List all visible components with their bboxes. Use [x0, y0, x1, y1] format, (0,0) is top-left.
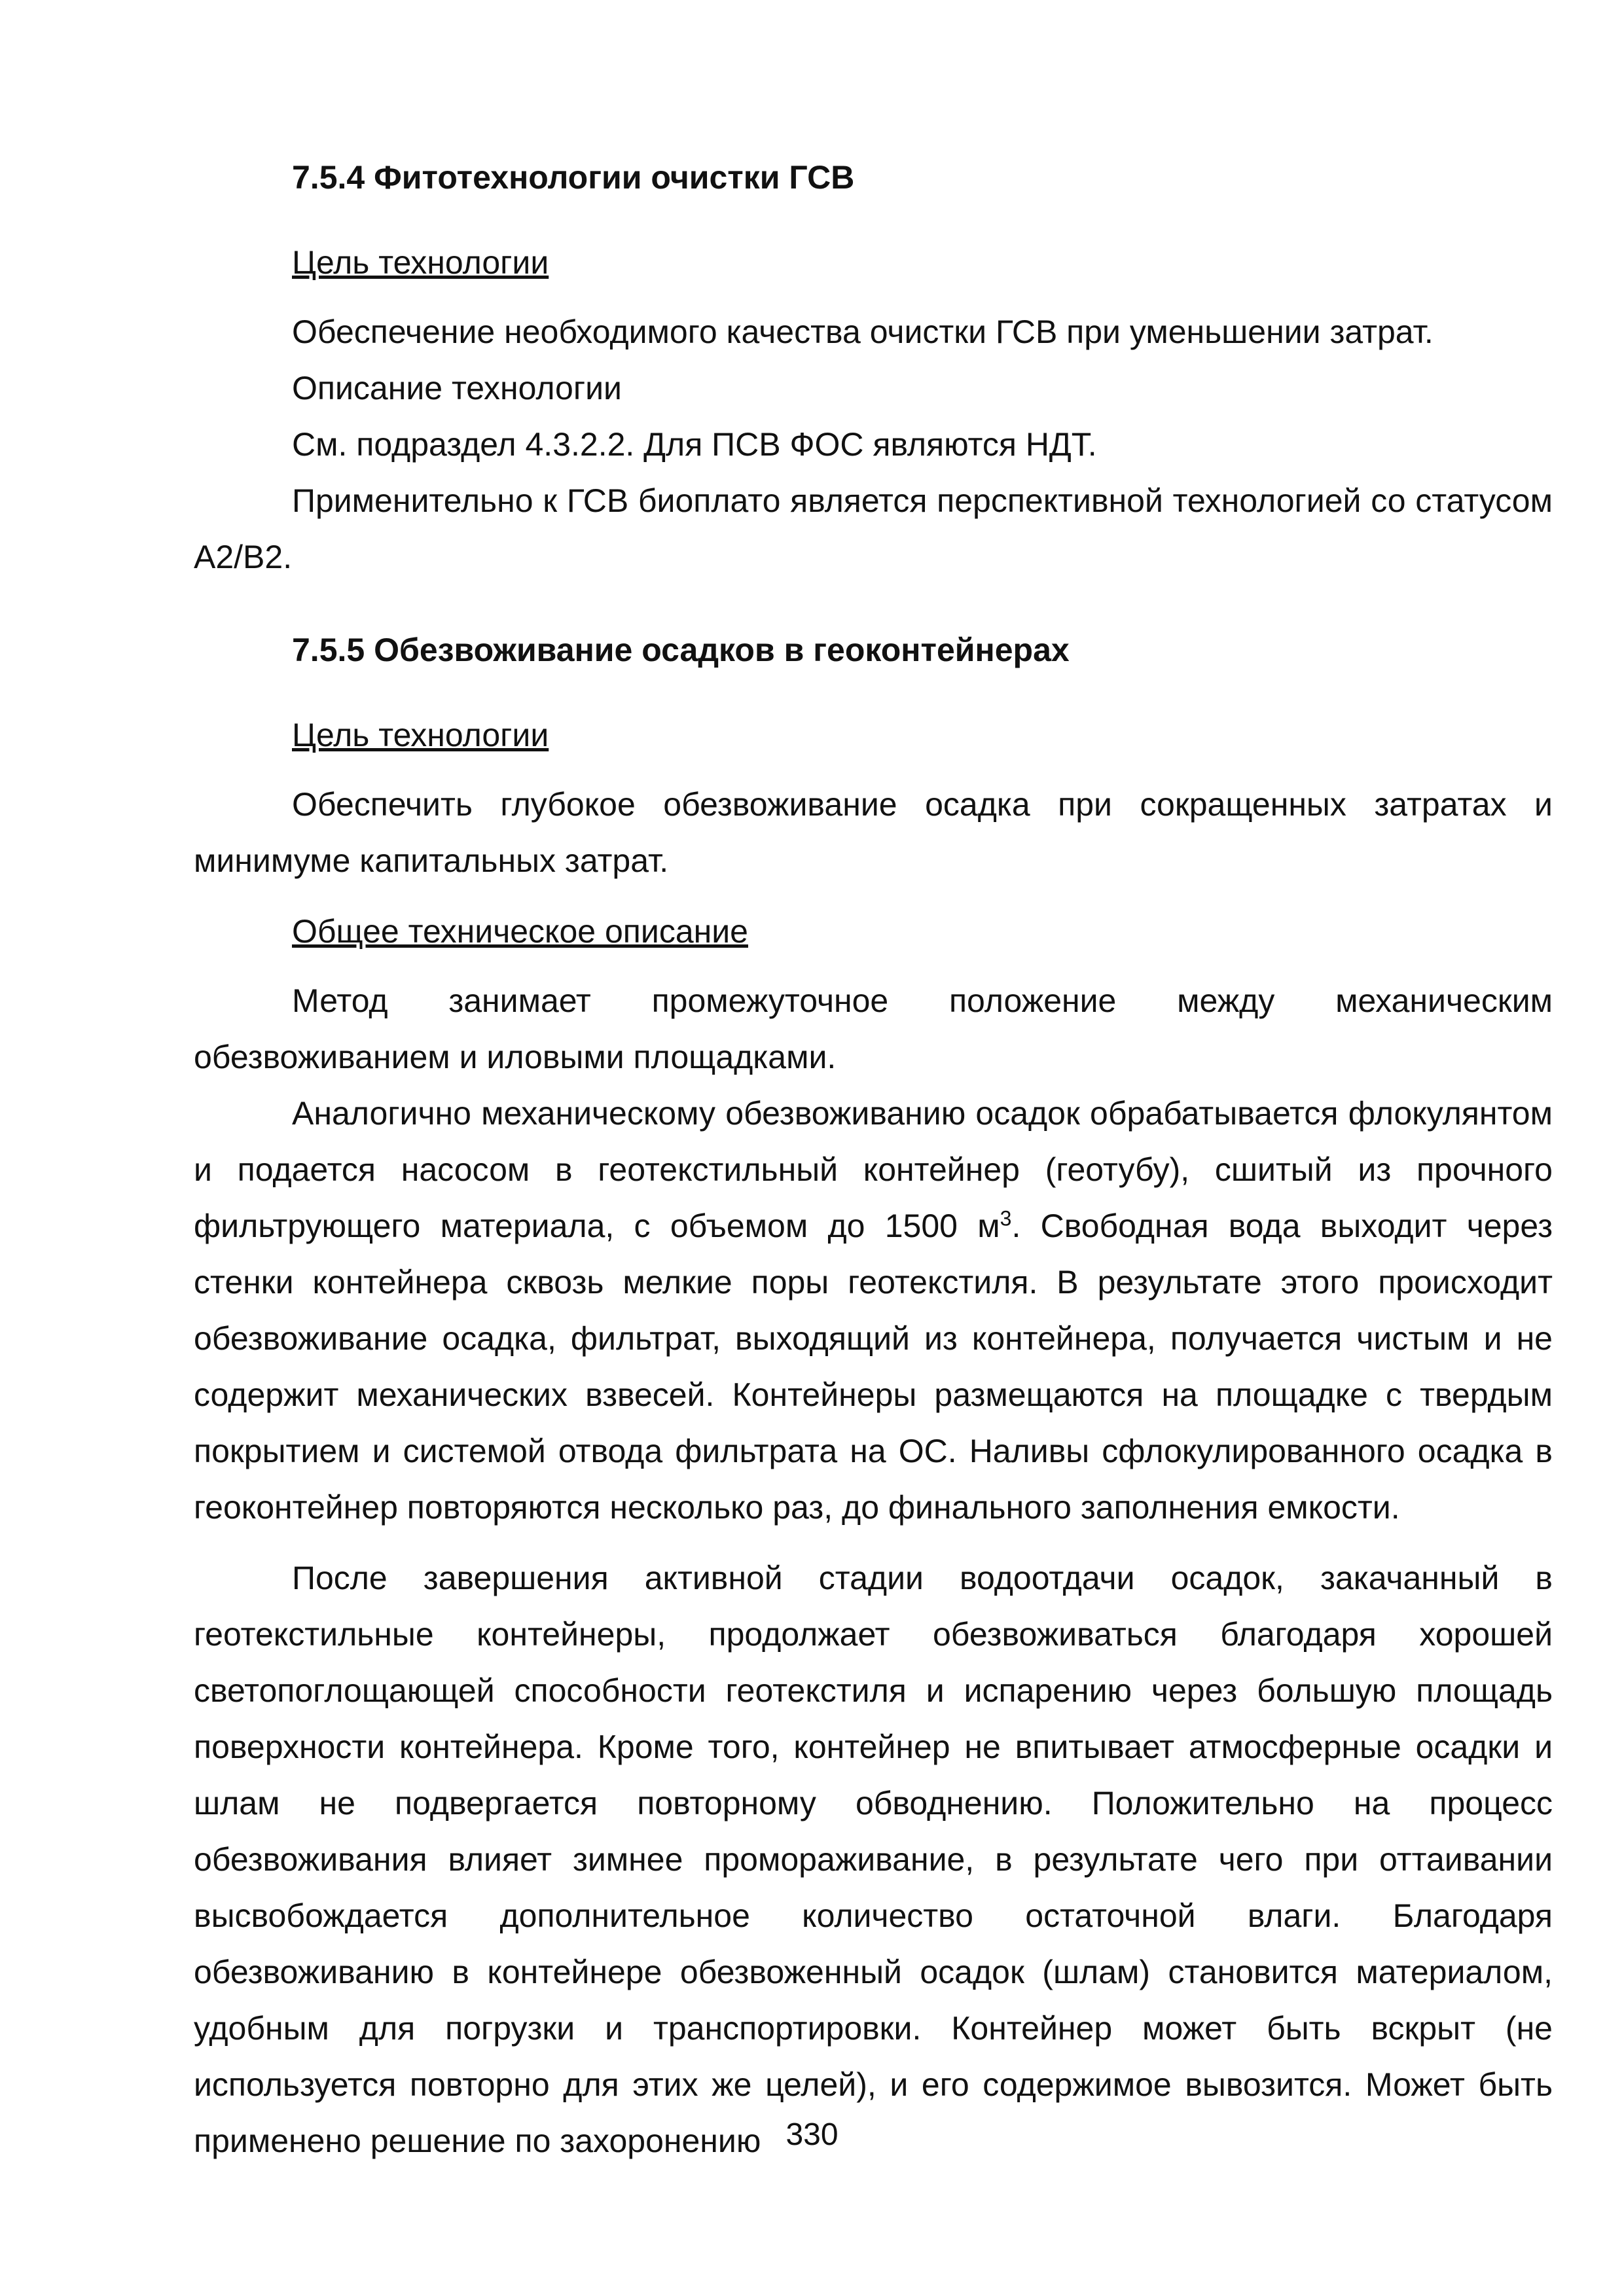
goal-text: Обеспечение необходимого качества очистки ГСВ при уменьшении затрат.: [292, 314, 1434, 350]
goal-label: Цель технологии: [292, 244, 549, 281]
paragraph-after-stage: После завершения активной стадии водоотдачи осадок, закачанный в геотекстильные контейнеры, продолжает обезвоживаться благодаря хорошей светопоглощающей способности геотекстиля и испарению через большую площадь поверхности контейнера. Кроме того, контейнер не впитывает атмосферные осадки и шлам не подвергается повторному обводнению. Положительно на процесс обезвоживания влияет зимнее промораживание, в результате чего при оттаивании высвобождается дополнительное количество остаточной влаги. Благодаря обезвоживанию в контейнере обезвоженный осадок (шлам) становится материалом, удобным для погрузки и транспортировки. Контейнер может быть вскрыт (не используется повторно для этих же целей), и его содержимое вывозится. Может быть применено решение по захоронению: [194, 1560, 1553, 2159]
page-number: 330: [785, 2117, 839, 2152]
status-text: Применительно к ГСВ биоплато является перспективной технологией со статусом А2/В2.: [194, 482, 1553, 575]
cubic-superscript: 3: [1000, 1206, 1012, 1230]
paragraph-process-end: . Свободная вода выходит через стенки контейнера сквозь мелкие поры геотекстиля. В результате этого происходит обезвоживание осадка, фильтрат, выходящий из контейнера, получается чистым и не содержит механических взвесей. Контейнеры размещаются на площадке с твердым покрытием и системой отвода фильтрата на ОС. Наливы сфлокулированного осадка в геоконтейнер повторяются несколько раз, до финального заполнения емкости.: [194, 1208, 1553, 1526]
goal-label: Цель технологии: [292, 717, 549, 753]
section-heading-7-5-5: 7.5.5 Обезвоживание осадков в геоконтейнерах: [292, 632, 1070, 668]
paragraph-process-start: Аналогично механическому обезвоживанию осадок обрабатывается флокулянтом и подается насосом в геотекстильный контейнер (геотубу), сшитый из прочного фильтрующего материала, с объемом до 1500 м: [194, 1095, 1553, 1244]
overview-label: Общее техническое описание: [292, 913, 748, 950]
page-content: [194, 149, 1553, 2169]
paragraph-method: Метод занимает промежуточное положение между механическим обезвоживанием и иловыми площадками.: [194, 982, 1553, 1075]
paragraph-process: [194, 1085, 1553, 1535]
goal-text: Обеспечить глубокое обезвоживание осадка при сокращенных затратах и минимуме капитальных затрат.: [194, 786, 1553, 879]
description-label: Описание технологии: [292, 370, 622, 406]
section-heading-7-5-4: 7.5.4 Фитотехнологии очистки ГСВ: [292, 159, 855, 196]
reference-text: См. подраздел 4.3.2.2. Для ПСВ ФОС являются НДТ.: [292, 426, 1097, 463]
